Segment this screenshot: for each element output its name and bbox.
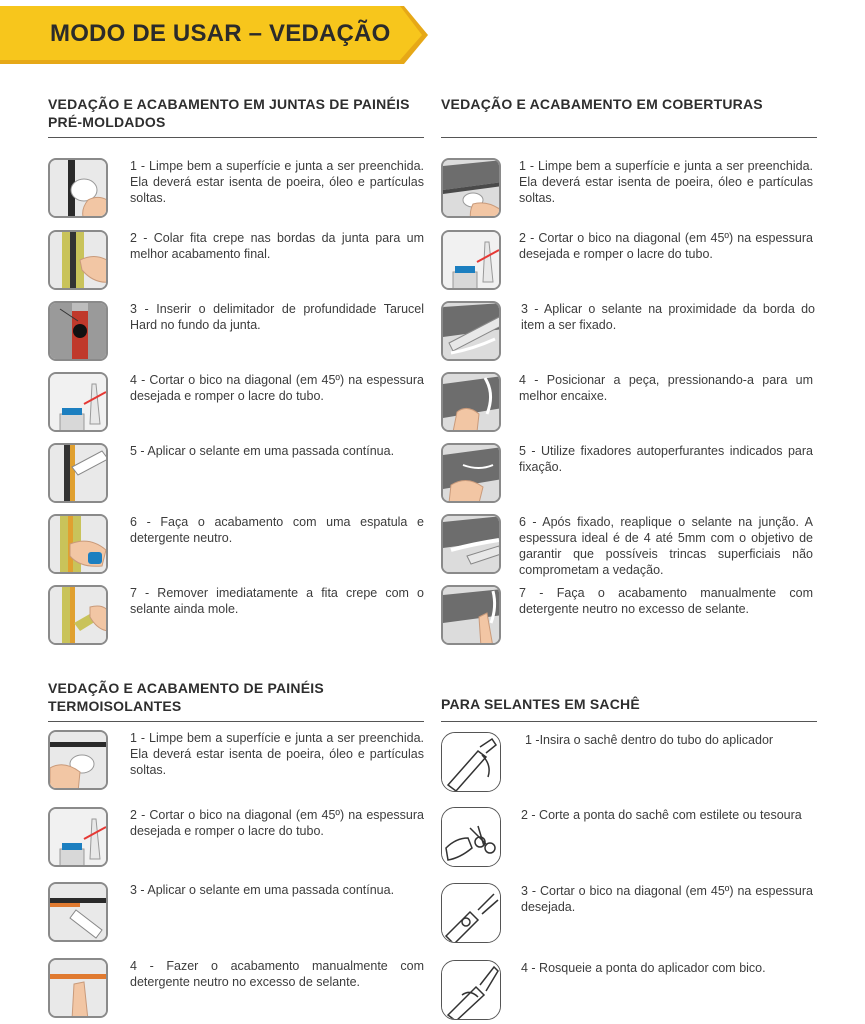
page-title: MODO DE USAR – VEDAÇÃO bbox=[50, 20, 391, 47]
step-text: 1 - Limpe bem a superfície e junta a ser preenchida. Ela deverá estar isenta de poeira, óleo e partículas soltas. bbox=[130, 159, 424, 205]
spatula-finish-icon bbox=[48, 514, 108, 574]
insert-sachet-icon bbox=[441, 732, 501, 792]
section-sachet bbox=[441, 695, 817, 722]
cut-tip-applicator-icon bbox=[441, 883, 501, 943]
apply-sealant-edge-icon bbox=[441, 301, 501, 361]
section-title: PARA SELANTES EM SACHÊ bbox=[441, 695, 817, 722]
apply-sealant-icon bbox=[48, 443, 108, 503]
hand-cleaning-joint-icon bbox=[48, 158, 108, 218]
cut-nozzle-icon bbox=[48, 372, 108, 432]
step-text: 4 - Fazer o acabamento manualmente com detergente neutro no excesso de selante. bbox=[130, 959, 424, 989]
apply-sealant-line-icon bbox=[48, 882, 108, 942]
step-text: 2 - Cortar o bico na diagonal (em 45º) na espessura desejada e romper o lacre do tubo. bbox=[519, 231, 813, 261]
step-text: 1 -Insira o sachê dentro do tubo do aplicador bbox=[525, 733, 774, 747]
backer-rod-icon bbox=[48, 301, 108, 361]
step-text: 6 - Após fixado, reaplique o selante na junção. A espessura ideal é de 4 até 5mm com o objetivo de garantir que possíveis trincas superficiais não comprometam a vedação. bbox=[519, 515, 813, 577]
cut-nozzle-icon bbox=[441, 230, 501, 290]
step-text: 2 - Corte a ponta do sachê com estilete ou tesoura bbox=[521, 808, 802, 822]
step-text: 3 - Inserir o delimitador de profundidade Tarucel Hard no fundo da junta. bbox=[130, 302, 424, 332]
finger-finish-icon bbox=[441, 585, 501, 645]
step-text: 5 - Aplicar o selante em uma passada contínua. bbox=[130, 444, 395, 458]
reapply-sealant-icon bbox=[441, 514, 501, 574]
section-title: VEDAÇÃO E ACABAMENTO DE PAINÉIS TERMOISOLANTES bbox=[48, 679, 424, 722]
step-text: 7 - Remover imediatamente a fita crepe com o selante ainda mole. bbox=[130, 586, 424, 616]
step-text: 3 - Cortar o bico na diagonal (em 45º) na espessura desejada. bbox=[521, 884, 813, 914]
finger-finish-line-icon bbox=[48, 958, 108, 1018]
step-text: 4 - Rosqueie a ponta do aplicador com bico. bbox=[521, 961, 766, 975]
sachet-steps bbox=[441, 732, 817, 1024]
remove-tape-icon bbox=[48, 585, 108, 645]
screw-fixing-icon bbox=[441, 443, 501, 503]
step-text: 7 - Faça o acabamento manualmente com detergente neutro no excesso de selante. bbox=[519, 586, 813, 616]
step-text: 3 - Aplicar o selante em uma passada contínua. bbox=[130, 883, 395, 897]
section-roofs bbox=[441, 95, 817, 138]
scissors-cut-icon bbox=[441, 807, 501, 867]
step-text: 4 - Posicionar a peça, pressionando-a para um melhor encaixe. bbox=[519, 373, 813, 403]
step-text: 1 - Limpe bem a superfície e junta a ser preenchida. Ela deverá estar isenta de poeira, óleo e partículas soltas. bbox=[519, 159, 813, 205]
title-banner bbox=[0, 6, 430, 64]
masking-tape-icon bbox=[48, 230, 108, 290]
step-text: 5 - Utilize fixadores autoperfurantes indicados para fixação. bbox=[519, 444, 813, 474]
hand-cleaning-panel-icon bbox=[48, 730, 108, 790]
step-text: 2 - Colar fita crepe nas bordas da junta para um melhor acabamento final. bbox=[130, 231, 424, 261]
cut-nozzle-icon bbox=[48, 807, 108, 867]
step-text: 6 - Faça o acabamento com uma espatula e detergente neutro. bbox=[130, 515, 424, 545]
screw-nozzle-icon bbox=[441, 960, 501, 1020]
roofs-steps bbox=[441, 158, 817, 658]
step-text: 1 - Limpe bem a superfície e junta a ser preenchida. Ela deverá estar isenta de poeira, óleo e partículas soltas. bbox=[130, 731, 424, 777]
section-title: VEDAÇÃO E ACABAMENTO EM COBERTURAS bbox=[441, 95, 817, 138]
hand-cleaning-roof-icon bbox=[441, 158, 501, 218]
press-panel-icon bbox=[441, 372, 501, 432]
step-text: 2 - Cortar o bico na diagonal (em 45º) na espessura desejada e romper o lacre do tubo. bbox=[130, 808, 424, 838]
section-title: VEDAÇÃO E ACABAMENTO EM JUNTAS DE PAINÉIS PRÉ-MOLDADOS bbox=[48, 95, 424, 138]
step-text: 4 - Cortar o bico na diagonal (em 45º) na espessura desejada e romper o lacre do tubo. bbox=[130, 373, 424, 403]
section-joints bbox=[48, 95, 424, 138]
joints-steps bbox=[48, 158, 424, 658]
section-thermal-panels bbox=[48, 679, 424, 722]
step-text: 3 - Aplicar o selante na proximidade da borda do item a ser fixado. bbox=[521, 302, 815, 332]
thermal-steps bbox=[48, 730, 424, 1020]
